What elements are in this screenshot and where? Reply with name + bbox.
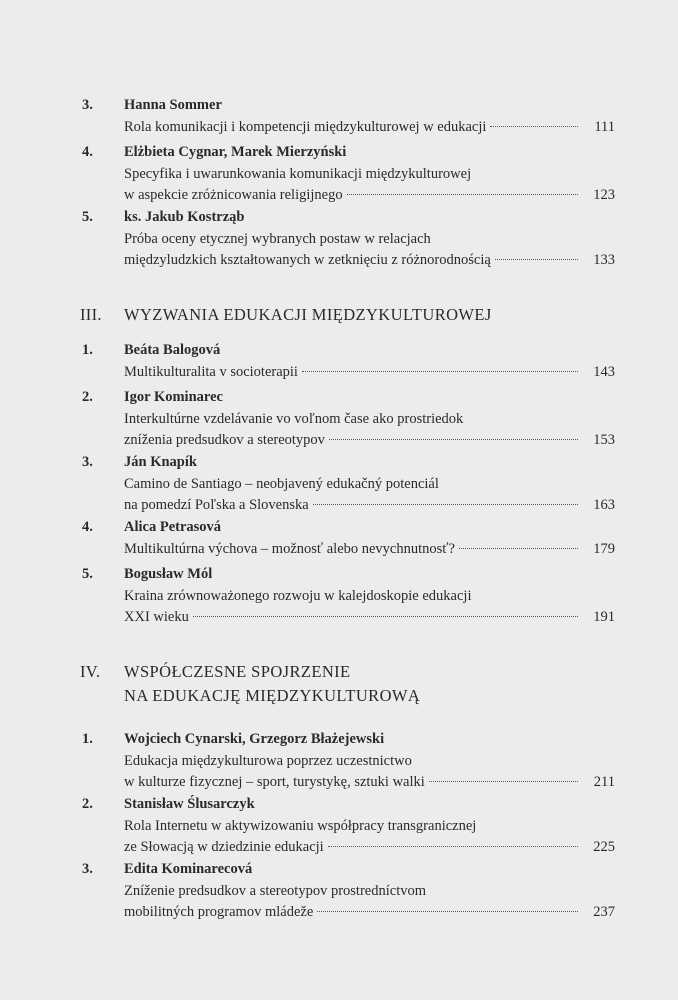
entry-author: Hanna Sommer	[124, 97, 222, 113]
entry-title-line: Kraina zrównoważonego rozwoju w kalejdoskopie edukacji	[124, 587, 472, 604]
entry-title: na pomedzí Poľska a Slovenska	[124, 497, 309, 514]
dot-leader	[459, 548, 578, 549]
entry-title: Rola komunikacji i kompetencji międzykulturowej w edukacji	[124, 118, 487, 135]
entry-number: 1.	[82, 342, 93, 358]
entry-body	[124, 859, 615, 924]
entry-title: w kulturze fizycznej – sport, turystykę, sztuki walki	[124, 774, 425, 791]
entry-body	[124, 95, 615, 138]
entry-body	[124, 729, 615, 794]
entry-page-number: 179	[593, 540, 615, 557]
entry-page-number: 211	[593, 774, 615, 791]
entry-body	[124, 564, 615, 629]
entry-title: Multikulturalita v socioterapii	[124, 363, 298, 380]
entry-author: Alica Petrasová	[124, 519, 222, 535]
entry-title-line: Rola Internetu w aktywizowaniu współpracy transgranicznej	[124, 817, 477, 834]
entry-last-line	[124, 117, 615, 139]
entry-title: Multikultúrna výchova – možnosť alebo nevychnutnosť?	[124, 540, 455, 557]
entry-number: 1.	[82, 731, 93, 747]
entry-body	[124, 387, 615, 452]
entry-title-line: Próba oceny etycznej wybranych postaw w relacjach	[124, 230, 431, 247]
section-title-line: NA EDUKACJĘ MIĘDZYKULTUROWĄ	[124, 686, 421, 705]
entry-title-line: Camino de Santiago – neobjavený edukačný potenciál	[124, 475, 439, 492]
dot-leader	[328, 846, 578, 847]
entry-title: mobilitných programov mládeže	[124, 904, 314, 921]
entry-page-number: 153	[593, 432, 615, 449]
entry-last-line	[124, 185, 615, 207]
entry-title-line: Edukacja międzykulturowa poprzez uczestnictwo	[124, 752, 412, 769]
entry-author: Edita Kominarecová	[124, 861, 253, 877]
entry-body	[124, 142, 615, 207]
entry-author: Wojciech Cynarski, Grzegorz Błażejewski	[124, 731, 385, 747]
entry-page-number: 133	[593, 252, 615, 269]
entry-title: międzyludzkich kształtowanych w zetknięciu z różnorodnością	[124, 252, 491, 269]
entry-last-line	[124, 495, 615, 517]
entry-author: Beáta Balogová	[124, 342, 221, 358]
entry-title: XXI wieku	[124, 609, 189, 626]
entry-title: ze Słowacją w dziedzinie edukacji	[124, 839, 324, 856]
entry-author: ks. Jakub Kostrząb	[124, 209, 245, 225]
section-title: WYZWANIA EDUKACJI MIĘDZYKULTUROWEJ	[124, 305, 492, 324]
entry-page-number: 123	[593, 187, 615, 204]
entry-page-number: 143	[593, 363, 615, 380]
entry-title: w aspekcie zróżnicowania religijnego	[124, 187, 343, 204]
dot-leader	[193, 616, 578, 617]
entry-number: 3.	[82, 861, 93, 877]
entry-author: Ján Knapík	[124, 454, 197, 470]
dot-leader	[329, 439, 578, 440]
entry-title: zníženia predsudkov a stereotypov	[124, 432, 325, 449]
entry-last-line	[124, 539, 615, 561]
dot-leader	[302, 371, 578, 372]
dot-leader	[317, 911, 578, 912]
entry-last-line	[124, 607, 615, 629]
entry-page-number: 225	[593, 839, 615, 856]
entry-page-number: 191	[593, 609, 615, 626]
entry-number: 5.	[82, 209, 93, 225]
entry-body	[124, 794, 615, 859]
entry-last-line	[124, 837, 615, 859]
entry-number: 3.	[82, 454, 93, 470]
entry-last-line	[124, 902, 615, 924]
dot-leader	[429, 781, 578, 782]
entry-body	[124, 452, 615, 517]
entry-last-line	[124, 430, 615, 452]
entry-author: Elżbieta Cygnar, Marek Mierzyński	[124, 144, 347, 160]
dot-leader	[347, 194, 578, 195]
entry-number: 4.	[82, 519, 93, 535]
entry-number: 2.	[82, 796, 93, 812]
entry-last-line	[124, 362, 615, 384]
entry-page-number: 111	[594, 118, 615, 135]
entry-number: 3.	[82, 97, 93, 113]
dot-leader	[495, 259, 578, 260]
entry-body	[124, 517, 615, 560]
section-number: III.	[80, 305, 102, 324]
entry-author: Bogusław Mól	[124, 566, 213, 582]
entry-body	[124, 340, 615, 383]
dot-leader	[490, 126, 578, 127]
entry-author: Igor Kominarec	[124, 389, 223, 405]
entry-author: Stanisław Ślusarczyk	[124, 796, 255, 812]
entry-page-number: 163	[593, 497, 615, 514]
entry-title-line: Zníženie predsudkov a stereotypov prostredníctvom	[124, 882, 427, 899]
entry-title-line: Specyfika i uwarunkowania komunikacji międzykulturowej	[124, 165, 472, 182]
entry-last-line	[124, 772, 615, 794]
entry-page-number: 237	[593, 904, 615, 921]
entry-number: 4.	[82, 144, 93, 160]
dot-leader	[313, 504, 578, 505]
entry-body	[124, 207, 615, 272]
entry-number: 5.	[82, 566, 93, 582]
entry-number: 2.	[82, 389, 93, 405]
entry-last-line	[124, 250, 615, 272]
entry-title-line: Interkultúrne vzdelávanie vo voľnom čase ako prostriedok	[124, 410, 464, 427]
section-number: IV.	[80, 662, 101, 681]
section-title-line: WSPÓŁCZESNE SPOJRZENIE	[124, 662, 351, 681]
